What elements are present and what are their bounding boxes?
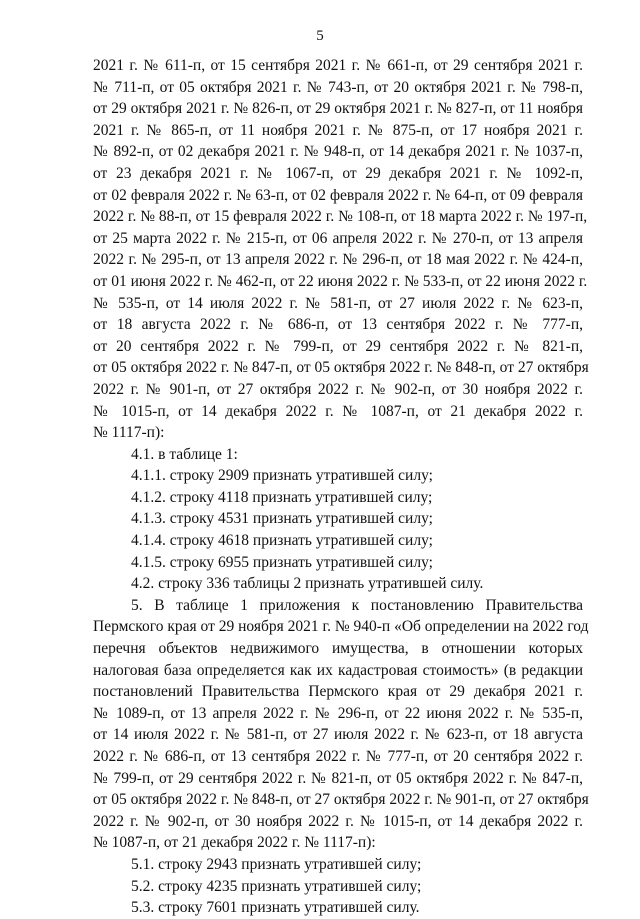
text-line: от 23 декабря 2021 г. № 1067-п, от 29 декабря 2021 г. № 1092-п,: [93, 164, 583, 182]
text-line: от 20 сентября 2022 г. № 799-п, от 29 сентября 2022 г. № 821-п,: [93, 337, 583, 355]
text-line: от 29 октября 2021 г. № 826-п, от 29 октября 2021 г. № 827-п, от 11 ноября: [93, 100, 583, 118]
text-line: 2021 г. № 611-п, от 15 сентября 2021 г. № 661-п, от 29 сентября 2021 г.: [93, 57, 583, 74]
text-line: постановлений Правительства Пермского края от 29 декабря 2021 г.: [93, 683, 583, 701]
text-line: Пермского края от 29 ноября 2021 г. № 940-п «Об определении на 2022 год: [93, 618, 589, 636]
text-line: от 14 июля 2022 г. № 581-п, от 27 июля 2022 г. № 623-п, от 18 августа: [93, 726, 583, 744]
text-line: от 01 июня 2022 г. № 462-п, от 22 июня 2022 г. № 533-п, от 22 июня 2022 г.: [93, 272, 588, 290]
text-line: № 1087-п, от 21 декабря 2022 г. № 1117-п):: [93, 834, 376, 852]
text-line: 5.2. строку 4235 признать утратившей силу;: [131, 877, 422, 895]
text-line: № 892-п, от 02 декабря 2021 г. № 948-п, от 14 декабря 2021 г. № 1037-п,: [93, 143, 583, 161]
text-line: 4.2. строку 336 таблицы 2 признать утратившей силу.: [131, 575, 484, 593]
text-line: налоговая база определяется как их кадастровая стоимость» (в редакции: [93, 661, 583, 679]
text-line: 4.1.5. строку 6955 признать утратившей силу;: [131, 553, 433, 571]
text-line: от 05 октября 2022 г. № 848-п, от 27 октября 2022 г. № 901-п, от 27 октября: [93, 791, 589, 809]
text-line: 2022 г. № 686-п, от 13 сентября 2022 г. № 777-п, от 20 сентября 2022 г.: [93, 748, 583, 765]
text-line: 2021 г. № 865-п, от 11 ноября 2021 г. № 875-п, от 17 ноября 2021 г.: [93, 121, 583, 139]
text-line: 5.1. строку 2943 признать утратившей силу;: [131, 855, 422, 873]
text-line: 5. В таблице 1 приложения к постановлению Правительства: [131, 596, 583, 614]
text-line: от 18 августа 2022 г. № 686-п, от 13 сентября 2022 г. № 777-п,: [93, 316, 583, 334]
text-line: № 535-п, от 14 июля 2022 г. № 581-п, от 27 июля 2022 г. № 623-п,: [93, 294, 583, 312]
text-line: 2022 г. № 88-п, от 15 февраля 2022 г. № 108-п, от 18 марта 2022 г. № 197-п,: [93, 208, 588, 226]
text-line: № 711-п, от 05 октября 2021 г. № 743-п, от 20 октября 2021 г. № 798-п,: [93, 78, 583, 96]
text-line: № 1015-п, от 14 декабря 2022 г. № 1087-п, от 21 декабря 2022 г.: [93, 402, 583, 420]
text-line: перечня объектов недвижимого имущества, в отношении которых: [93, 640, 583, 658]
text-line: 4.1.4. строку 4618 признать утратившей силу;: [131, 532, 433, 550]
page-number: 5: [316, 28, 324, 44]
text-line: 5.3. строку 7601 признать утратившей силу.: [131, 899, 420, 917]
text-line: 2022 г. № 295-п, от 13 апреля 2022 г. № 296-п, от 18 мая 2022 г. № 424-п,: [93, 251, 583, 269]
text-line: от 25 марта 2022 г. № 215-п, от 06 апреля 2022 г. № 270-п, от 13 апреля: [93, 229, 583, 247]
text-line: № 799-п, от 29 сентября 2022 г. № 821-п, от 05 октября 2022 г. № 847-п,: [93, 769, 583, 787]
text-line: от 05 октября 2022 г. № 847-п, от 05 октября 2022 г. № 848-п, от 27 октября: [93, 359, 589, 377]
text-line: 2022 г. № 902-п, от 30 ноября 2022 г. № 1015-п, от 14 декабря 2022 г.: [93, 812, 583, 830]
text-line: 2022 г. № 901-п, от 27 октября 2022 г. № 902-п, от 30 ноября 2022 г.: [93, 380, 583, 398]
text-line: 4.1.2. строку 4118 признать утратившей силу;: [131, 488, 433, 506]
text-line: 4.1. в таблице 1:: [131, 445, 238, 463]
text-line: № 1117-п):: [93, 424, 165, 442]
text-line: 4.1.1. строку 2909 признать утратившей силу;: [131, 467, 433, 485]
text-line: 4.1.3. строку 4531 признать утратившей силу;: [131, 510, 433, 528]
text-line: от 02 февраля 2022 г. № 63-п, от 02 февраля 2022 г. № 64-п, от 09 февраля: [93, 186, 583, 204]
text-line: № 1089-п, от 13 апреля 2022 г. № 296-п, от 22 июня 2022 г. № 535-п,: [93, 704, 583, 722]
document-body: [93, 55, 589, 919]
